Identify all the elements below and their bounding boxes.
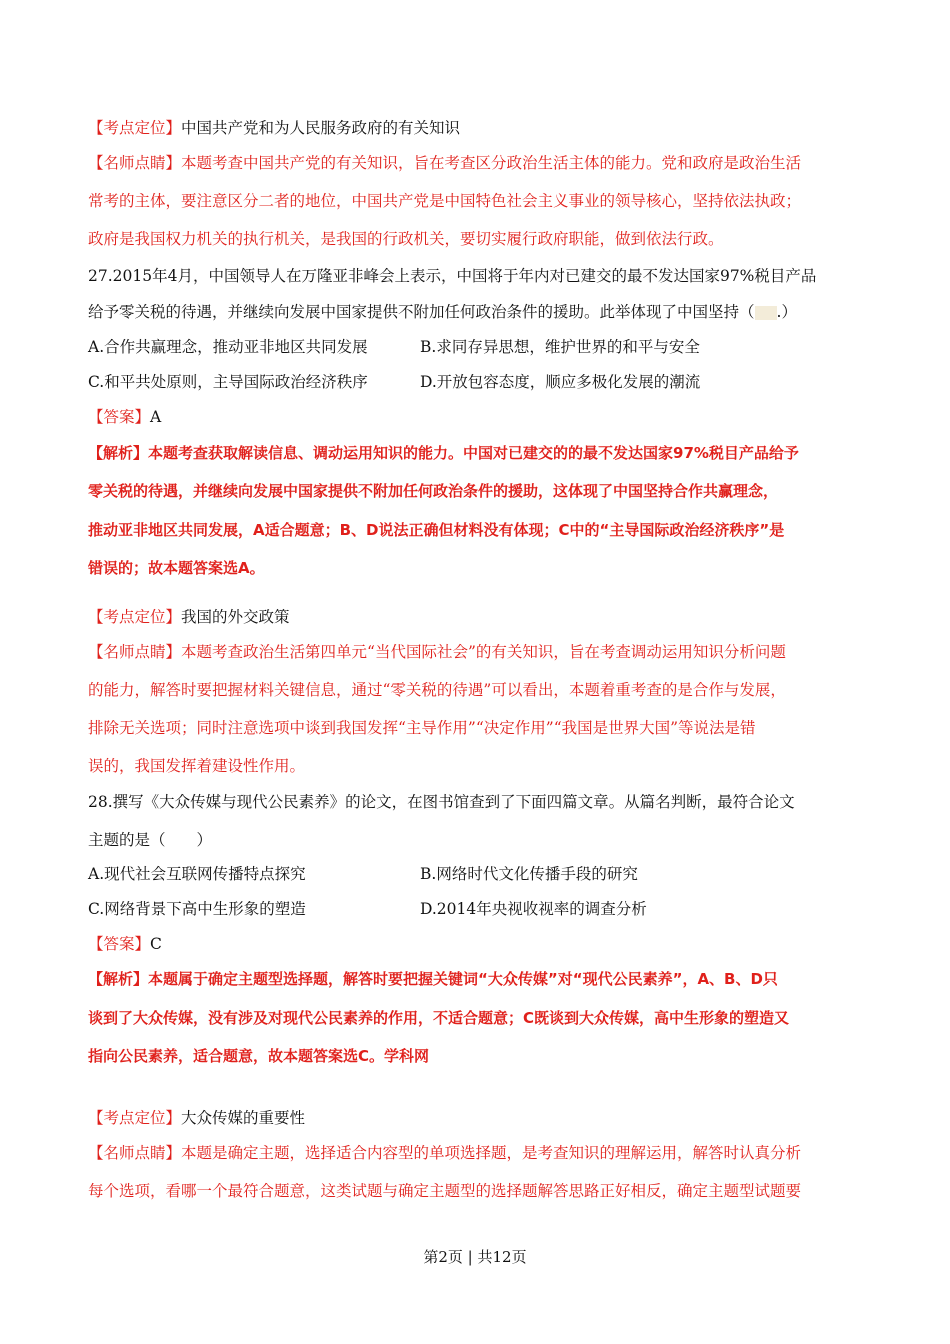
mingshi-28-line-1	[88, 1143, 868, 1163]
mingshi-label: 【名师点睛】	[88, 643, 182, 661]
q28-option-d: D.2014年央视收视率的调查分析	[420, 900, 647, 918]
kaodian-1	[88, 118, 868, 138]
q27-jiexi-line-3: 推动亚非地区共同发展，A适合题意；B、D说法正确但材料没有体现；C中的“主导国际政治经济秩序”是	[88, 521, 785, 539]
q28-jiexi-line-1: 【解析】本题属于确定主题型选择题，解答时要把握关键词“大众传媒”对“现代公民素养”，A、B、D只	[88, 970, 778, 988]
answer-label: 【答案】	[88, 408, 151, 426]
mingshi-27-line-2: 的能力，解答时要把握材料关键信息，通过“零关税的待遇”可以看出，本题着重考查的是合作与发展，	[88, 681, 786, 699]
q27-stem-line-2	[88, 302, 868, 322]
q28-jiexi-line-3: 指向公民素养，适合题意，故本题答案选C。学科网	[88, 1047, 430, 1065]
q27-option-b: B.求同存异思想，维护世界的和平与安全	[420, 338, 700, 356]
kaodian-text: 大众传媒的重要性	[181, 1109, 306, 1127]
q27-option-c: C.和平共处原则，主导国际政治经济秩序	[88, 373, 368, 391]
q28-jiexi-line-2: 谈到了大众传媒，没有涉及对现代公民素养的作用，不适合题意；C既谈到大众传媒，高中生形象的塑造又	[88, 1009, 790, 1027]
q28-stem-line-2: 主题的是（ ）	[88, 831, 213, 849]
q27-stem-end: .）	[776, 303, 797, 321]
q28-option-a: A.现代社会互联网传播特点探究	[88, 865, 306, 883]
mingshi-label: 【名师点睛】	[88, 154, 182, 172]
mingshi-1-line-3: 政府是我国权力机关的执行机关，是我国的行政机关，要切实履行政府职能，做到依法行政。	[88, 230, 724, 248]
mingshi-text: 本题是确定主题，选择适合内容型的单项选择题，是考查知识的理解运用，解答时认真分析	[181, 1144, 802, 1162]
q28-option-b: B.网络时代文化传播手段的研究	[420, 865, 638, 883]
answer-label: 【答案】	[88, 935, 151, 953]
q27-option-d: D.开放包容态度，顺应多极化发展的潮流	[420, 373, 701, 391]
kaodian-text: 我国的外交政策	[181, 608, 290, 626]
answer-value: C	[150, 935, 162, 953]
mingshi-28-line-2: 每个选项，看哪一个最符合题意，这类试题与确定主题型的选择题解答思路正好相反，确定主题型试题要	[88, 1182, 802, 1200]
q27-option-a: A.合作共赢理念，推动亚非地区共同发展	[88, 338, 368, 356]
mingshi-27-line-1	[88, 642, 868, 662]
mingshi-27-line-3: 排除无关选项；同时注意选项中谈到我国发挥“主导作用”“决定作用”“我国是世界大国”等说法是错	[88, 719, 756, 737]
q27-stem-line-1: 27.2015年4月，中国领导人在万隆亚非峰会上表示，中国将于年内对已建交的最不发达国家97%税目产品	[88, 267, 817, 285]
kaodian-label: 【考点定位】	[88, 119, 182, 137]
q28-option-c: C.网络背景下高中生形象的塑造	[88, 900, 306, 918]
q28-answer	[88, 934, 868, 954]
kaodian-label: 【考点定位】	[88, 608, 182, 626]
q27-jiexi-line-2: 零关税的待遇，并继续向发展中国家提供不附加任何政治条件的援助，这体现了中国坚持合作共赢理念，	[88, 482, 779, 500]
kaodian-label: 【考点定位】	[88, 1109, 182, 1127]
q27-jiexi-line-1: 【解析】本题考查获取解读信息、调动运用知识的能力。中国对已建交的的最不发达国家97%税目产品给予	[88, 444, 799, 462]
kaodian-28	[88, 1108, 868, 1128]
answer-blank	[755, 306, 777, 320]
q27-jiexi-line-4: 错误的；故本题答案选A。	[88, 559, 265, 577]
q27-stem-text: 给予零关税的待遇，并继续向发展中国家提供不附加任何政治条件的援助。此举体现了中国坚持（	[88, 303, 755, 321]
mingshi-1-line-1	[88, 153, 868, 173]
page-footer: 第2页 | 共12页	[423, 1248, 527, 1266]
mingshi-text: 本题考查中国共产党的有关知识，旨在考查区分政治生活主体的能力。党和政府是政治生活	[181, 154, 802, 172]
q28-stem-line-1: 28.撰写《大众传媒与现代公民素养》的论文，在图书馆查到了下面四篇文章。从篇名判断，最符合论文	[88, 793, 795, 811]
mingshi-label: 【名师点睛】	[88, 1144, 182, 1162]
mingshi-27-line-4: 误的，我国发挥着建设性作用。	[88, 757, 306, 775]
kaodian-27	[88, 607, 868, 627]
mingshi-1-line-2: 常考的主体，要注意区分二者的地位，中国共产党是中国特色社会主义事业的领导核心，坚持依法执政；	[88, 192, 802, 210]
kaodian-text: 中国共产党和为人民服务政府的有关知识	[181, 119, 461, 137]
mingshi-text: 本题考查政治生活第四单元“当代国际社会”的有关知识，旨在考查调动运用知识分析问题	[181, 643, 786, 661]
answer-value: A	[150, 408, 162, 426]
q27-answer	[88, 407, 868, 427]
